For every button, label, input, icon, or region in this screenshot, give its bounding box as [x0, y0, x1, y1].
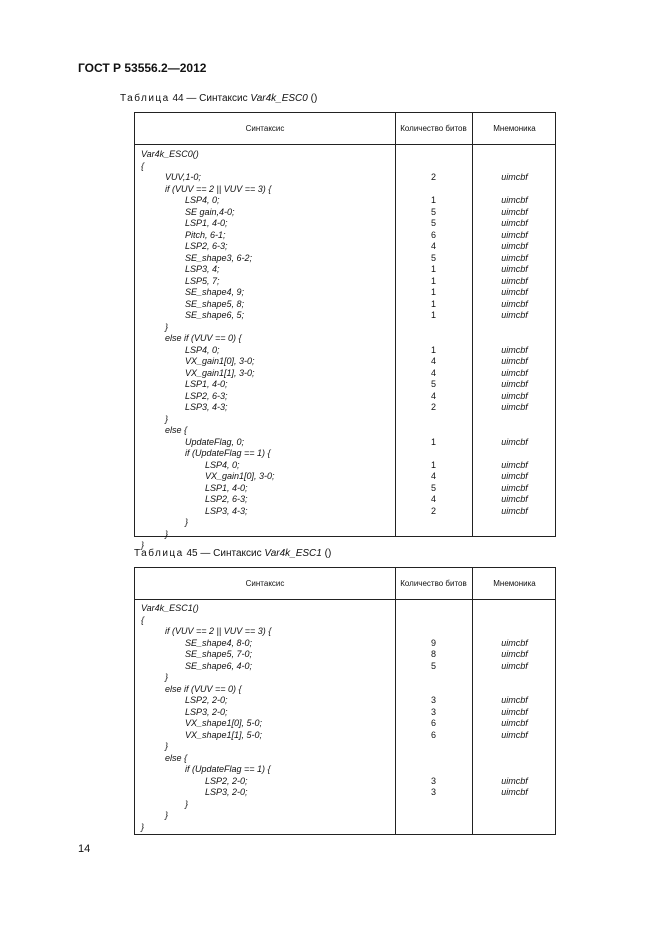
bit-count-cell: 1 [430, 275, 436, 286]
table-row [135, 276, 555, 288]
bit-count-cell: 1 [430, 264, 436, 274]
header-syntax: Синтаксис [245, 123, 285, 133]
caption-number: 45 — Синтаксис [186, 548, 262, 559]
bit-count-cell: 5 [430, 482, 436, 493]
syntax-cell: SE_shape5, 7-0; [185, 649, 253, 659]
bit-count-cell: 1 [430, 287, 436, 297]
syntax-cell: LSP3, 4-3; [205, 505, 248, 516]
table-row [135, 603, 555, 615]
table-row [135, 310, 555, 322]
bit-count-cell: 1 [430, 298, 436, 309]
bit-count-cell: 6 [430, 229, 436, 240]
syntax-cell: { [141, 614, 145, 625]
syntax-cell: LSP1, 4-0; [205, 482, 248, 493]
mnemonic-cell: uimcbf [501, 637, 528, 648]
mnemonic-cell: uimcbf [501, 195, 528, 205]
table-row [135, 184, 555, 196]
syntax-cell: SE_shape5, 8; [185, 298, 245, 309]
table-header [135, 568, 555, 600]
syntax-cell: LSP2, 6-3; [205, 494, 248, 504]
mnemonic-cell: uimcbf [501, 706, 528, 717]
syntax-cell: LSP2, 6-3; [185, 390, 228, 401]
table-row [135, 753, 555, 765]
table-row [135, 776, 555, 788]
table-row [135, 626, 555, 638]
document-header: ГОСТ Р 53556.2—2012 [78, 61, 207, 75]
syntax-cell: LSP3, 4; [185, 264, 220, 274]
bit-count-cell: 5 [430, 252, 436, 263]
mnemonic-cell: uimcbf [501, 252, 528, 263]
syntax-cell: } [165, 810, 169, 820]
table-row [135, 425, 555, 437]
mnemonic-cell: uimcbf [501, 482, 528, 493]
bit-count-cell: 3 [430, 706, 436, 717]
table-row [135, 299, 555, 311]
syntax-cell: LSP1, 4-0; [185, 379, 228, 389]
table-row [135, 529, 555, 541]
mnemonic-cell: uimcbf [501, 775, 528, 786]
syntax-cell: } [165, 528, 169, 539]
table-row [135, 494, 555, 506]
syntax-cell: else { [165, 425, 188, 435]
mnemonic-cell: uimcbf [501, 390, 528, 401]
table-row [135, 799, 555, 811]
bit-count-cell: 5 [430, 660, 436, 671]
table-row [135, 207, 555, 219]
table-row [135, 241, 555, 253]
mnemonic-cell: uimcbf [501, 275, 528, 286]
syntax-cell: UpdateFlag, 0; [185, 436, 245, 447]
syntax-cell: Var4k_ESC0() [141, 149, 199, 159]
table-row [135, 437, 555, 449]
mnemonic-cell: uimcbf [501, 436, 528, 447]
table-45 [134, 567, 556, 835]
syntax-cell: } [165, 672, 169, 682]
table-header [135, 113, 555, 145]
caption-name: Var4k_ESC1 [264, 548, 322, 559]
bit-count-cell: 2 [430, 402, 436, 412]
mnemonic-cell: uimcbf [501, 264, 528, 274]
mnemonic-cell: uimcbf [501, 729, 528, 740]
syntax-cell: VX_gain1[1], 3-0; [185, 367, 255, 378]
table-row [135, 161, 555, 173]
caption-number: 44 — Синтаксис [172, 93, 248, 104]
syntax-cell: VX_gain1[0], 3-0; [185, 356, 255, 366]
syntax-cell: LSP4, 0; [185, 344, 220, 355]
table-row [135, 195, 555, 207]
table-row [135, 672, 555, 684]
mnemonic-cell: uimcbf [501, 494, 528, 504]
table-row [135, 391, 555, 403]
bit-count-cell: 8 [430, 649, 436, 659]
bit-count-cell: 1 [430, 310, 436, 320]
table-row [135, 253, 555, 265]
syntax-cell: } [141, 540, 145, 550]
table-row [135, 368, 555, 380]
table-body [135, 600, 555, 834]
bit-count-cell: 1 [430, 344, 436, 355]
table-row [135, 264, 555, 276]
table-row [135, 506, 555, 518]
mnemonic-cell: uimcbf [501, 459, 528, 470]
table-row [135, 172, 555, 184]
table-row [135, 787, 555, 799]
table-45-caption [134, 548, 331, 559]
syntax-cell: Var4k_ESC1() [141, 603, 199, 613]
syntax-cell: LSP4, 0; [185, 195, 220, 205]
syntax-cell: LSP3, 2-0; [205, 787, 248, 797]
syntax-cell: LSP4, 0; [205, 459, 240, 470]
table-row [135, 333, 555, 345]
header-mnemonic: Мнемоника [493, 578, 536, 588]
caption-prefix: Таблица [120, 93, 170, 104]
header-mnemonic: Мнемоника [493, 123, 536, 133]
bit-count-cell: 2 [430, 172, 436, 182]
mnemonic-cell: uimcbf [501, 218, 528, 228]
mnemonic-cell: uimcbf [501, 787, 528, 797]
syntax-cell: LSP1, 4-0; [185, 218, 228, 228]
mnemonic-cell: uimcbf [501, 356, 528, 366]
table-row [135, 649, 555, 661]
bit-count-cell: 1 [430, 436, 436, 447]
caption-name: Var4k_ESC0 [250, 93, 308, 104]
syntax-cell: LSP3, 2-0; [185, 706, 228, 717]
mnemonic-cell: uimcbf [501, 402, 528, 412]
table-row [135, 402, 555, 414]
table-row [135, 230, 555, 242]
syntax-cell: { [141, 160, 145, 171]
syntax-cell: SE_shape6, 5; [185, 310, 245, 320]
syntax-cell: } [185, 517, 189, 527]
mnemonic-cell: uimcbf [501, 172, 528, 182]
syntax-cell: else if (VUV == 0) { [165, 683, 242, 694]
bit-count-cell: 3 [430, 787, 436, 797]
mnemonic-cell: uimcbf [501, 310, 528, 320]
syntax-cell: SE_shape4, 9; [185, 287, 245, 297]
bit-count-cell: 6 [430, 729, 436, 740]
caption-suffix: () [310, 93, 318, 104]
mnemonic-cell: uimcbf [501, 660, 528, 671]
syntax-cell: VUV,1-0; [165, 172, 201, 182]
page-number: 14 [78, 843, 91, 855]
syntax-cell: } [165, 413, 169, 424]
table-row [135, 822, 555, 834]
bit-count-cell: 1 [430, 195, 436, 205]
mnemonic-cell: uimcbf [501, 695, 528, 705]
syntax-cell: LSP2, 2-0; [185, 695, 228, 705]
syntax-cell: VX_shape1[1], 5-0; [185, 729, 263, 740]
caption-prefix: Таблица [134, 548, 184, 559]
mnemonic-cell: uimcbf [501, 287, 528, 297]
table-row [135, 483, 555, 495]
table-row [135, 414, 555, 426]
mnemonic-cell: uimcbf [501, 229, 528, 240]
table-row [135, 730, 555, 742]
mnemonic-cell: uimcbf [501, 367, 528, 378]
syntax-cell: LSP3, 4-3; [185, 402, 228, 412]
bit-count-cell: 4 [430, 471, 436, 481]
table-row [135, 695, 555, 707]
syntax-cell: if (VUV == 2 || VUV == 3) { [165, 626, 272, 636]
table-row [135, 460, 555, 472]
table-row [135, 517, 555, 529]
table-row [135, 684, 555, 696]
syntax-cell: if (VUV == 2 || VUV == 3) { [165, 183, 272, 194]
header-bit-count: Количество битов [400, 578, 467, 588]
syntax-cell: } [165, 741, 169, 751]
syntax-cell: } [141, 821, 145, 832]
bit-count-cell: 5 [430, 379, 436, 389]
table-row [135, 149, 555, 161]
syntax-cell: Pitch, 6-1; [185, 229, 226, 240]
table-44-caption [120, 93, 317, 104]
table-row [135, 638, 555, 650]
table-row [135, 718, 555, 730]
syntax-cell: VX_shape1[0], 5-0; [185, 718, 263, 728]
mnemonic-cell: uimcbf [501, 505, 528, 516]
table-row [135, 661, 555, 673]
table-row [135, 615, 555, 627]
table-row [135, 322, 555, 334]
mnemonic-cell: uimcbf [501, 344, 528, 355]
bit-count-cell: 4 [430, 494, 436, 504]
syntax-cell: VX_gain1[0], 3-0; [205, 471, 275, 481]
bit-count-cell: 9 [430, 637, 436, 648]
table-row [135, 345, 555, 357]
syntax-cell: if (UpdateFlag == 1) { [185, 764, 271, 774]
bit-count-cell: 4 [430, 356, 436, 366]
table-row [135, 356, 555, 368]
bit-count-cell: 5 [430, 218, 436, 228]
table-row [135, 810, 555, 822]
syntax-cell: SE_shape6, 4-0; [185, 660, 253, 671]
header-bit-count: Количество битов [400, 123, 467, 133]
mnemonic-cell: uimcbf [501, 241, 528, 251]
mnemonic-cell: uimcbf [501, 718, 528, 728]
mnemonic-cell: uimcbf [501, 471, 528, 481]
mnemonic-cell: uimcbf [501, 206, 528, 217]
table-row [135, 741, 555, 753]
bit-count-cell: 4 [430, 241, 436, 251]
syntax-cell: LSP2, 6-3; [185, 241, 228, 251]
caption-suffix: () [324, 548, 332, 559]
bit-count-cell: 4 [430, 367, 436, 378]
bit-count-cell: 3 [430, 695, 436, 705]
table-row [135, 448, 555, 460]
syntax-cell: LSP2, 2-0; [205, 775, 248, 786]
syntax-cell: } [185, 798, 189, 809]
bit-count-cell: 4 [430, 390, 436, 401]
mnemonic-cell: uimcbf [501, 649, 528, 659]
table-row [135, 707, 555, 719]
bit-count-cell: 1 [430, 459, 436, 470]
table-row [135, 287, 555, 299]
header-syntax: Синтаксис [245, 578, 285, 588]
syntax-cell: SE_shape4, 8-0; [185, 637, 253, 648]
table-44 [134, 112, 556, 550]
mnemonic-cell: uimcbf [501, 298, 528, 309]
syntax-cell: LSP5, 7; [185, 275, 220, 286]
syntax-cell: } [165, 321, 169, 332]
bit-count-cell: 3 [430, 775, 436, 786]
bit-count-cell: 6 [430, 718, 436, 728]
syntax-cell: else { [165, 752, 188, 763]
mnemonic-cell: uimcbf [501, 379, 528, 389]
table-body [135, 145, 555, 550]
table-row [135, 218, 555, 230]
table-row [135, 764, 555, 776]
table-row [135, 471, 555, 483]
syntax-cell: else if (VUV == 0) { [165, 333, 242, 343]
syntax-cell: SE gain,4-0; [185, 206, 235, 217]
syntax-cell: SE_shape3, 6-2; [185, 252, 253, 263]
bit-count-cell: 5 [430, 206, 436, 217]
bit-count-cell: 2 [430, 505, 436, 516]
syntax-cell: if (UpdateFlag == 1) { [185, 448, 271, 458]
table-row [135, 379, 555, 391]
